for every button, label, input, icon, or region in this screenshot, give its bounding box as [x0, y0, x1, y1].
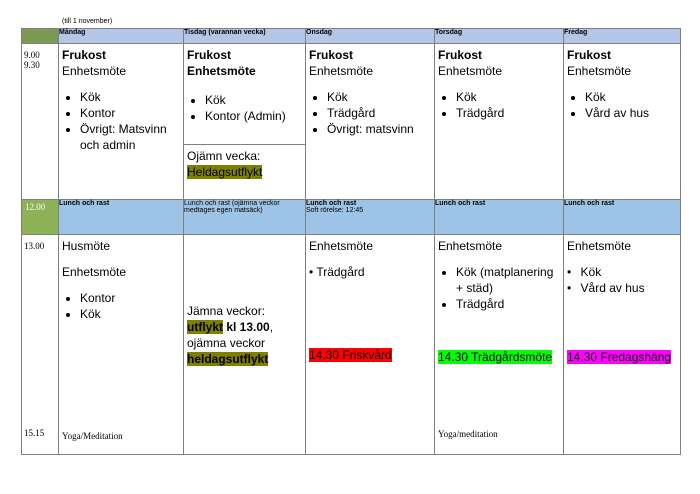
weekly-schedule-table	[21, 28, 681, 455]
monday-morning	[59, 44, 184, 200]
thursday-enhetsmote: Enhetsmöte	[438, 64, 503, 78]
list-item: • Övrigt: matsvinn	[327, 121, 431, 137]
header-friday: Fredag	[564, 29, 681, 44]
tuesday-even-weeks: Jämna veckor:	[187, 304, 266, 318]
tuesday-heldagsutflykt: Heldagsutflykt	[187, 165, 263, 179]
corner-cell	[22, 29, 59, 44]
list-item: • Kontor (Admin)	[205, 108, 302, 124]
wednesday-enhetsmote: Enhetsmöte	[309, 64, 374, 78]
time-15-15: 15.15	[24, 428, 45, 438]
header-row	[22, 29, 681, 44]
header-thursday: Torsdag	[435, 29, 564, 44]
afternoon-time-cell	[22, 235, 59, 455]
list-item: • Vård av hus	[585, 105, 677, 121]
time-12-00: 12.00	[22, 200, 59, 235]
tuesday-heldagsutflykt-pm: heldagsutflykt	[187, 352, 269, 366]
tuesday-utflykt: utflykt	[187, 320, 223, 334]
friday-frukost: Frukost	[567, 48, 612, 62]
monday-husmote: Husmöte	[62, 239, 111, 253]
friday-afternoon	[564, 235, 681, 455]
list-item: • Trädgård	[456, 296, 560, 312]
friday-enhetsmote-pm: Enhetsmöte	[567, 239, 632, 253]
lunch-row	[22, 200, 681, 235]
tuesday-afternoon	[184, 235, 306, 455]
monday-yoga: Yoga/Meditation	[62, 431, 123, 441]
thursday-afternoon	[435, 235, 564, 455]
thursday-enhetsmote-pm: Enhetsmöte	[438, 239, 503, 253]
thursday-tradgardsmote: 14.30 Trädgårdsmöte	[438, 350, 553, 364]
list-item: • Trädgård	[327, 105, 431, 121]
time-9-00: 9.00	[24, 50, 40, 60]
afternoon-row	[22, 235, 681, 455]
morning-row	[22, 44, 681, 200]
monday-enhetsmote: Enhetsmöte	[62, 64, 127, 78]
thursday-lunch: Lunch och rast	[435, 200, 564, 235]
list-item: • Kök	[456, 89, 560, 105]
list-item: • Kontor	[80, 290, 180, 306]
tuesday-odd-week-label: Ojämn vecka:	[187, 149, 261, 163]
friday-enhetsmote: Enhetsmöte	[567, 64, 632, 78]
monday-afternoon	[59, 235, 184, 455]
list-item: • Kök	[327, 89, 431, 105]
friday-lunch: Lunch och rast	[564, 200, 681, 235]
header-wednesday: Onsdag	[306, 29, 435, 44]
tuesday-lunch: Lunch och rast (ojämna veckor medtages egen matsäck)	[184, 200, 306, 235]
wednesday-frukost: Frukost	[309, 48, 354, 62]
list-item: • Kök	[567, 265, 602, 279]
monday-frukost: Frukost	[62, 48, 107, 62]
tuesday-comma: ,	[269, 320, 274, 334]
list-item: • Kök	[80, 306, 180, 322]
monday-lunch: Lunch och rast	[59, 200, 184, 235]
wednesday-morning	[306, 44, 435, 200]
list-item: • Kök	[585, 89, 677, 105]
list-item: • Kök	[205, 92, 302, 108]
wednesday-lunch	[306, 200, 435, 235]
wednesday-soft-rorelse: Soft rörelse: 12:45	[306, 207, 364, 214]
tuesday-kl-1300: kl 13.00	[223, 320, 270, 334]
list-item: • Övrigt: Matsvinn och admin	[80, 121, 180, 153]
list-item: • Kök	[80, 89, 180, 105]
thursday-yoga: Yoga/meditation	[438, 429, 498, 439]
list-item: • Trädgård	[309, 265, 365, 279]
time-13-00: 13.00	[24, 241, 45, 251]
list-item: • Kök (matplanering + städ)	[456, 264, 560, 296]
monday-enhetsmote-pm: Enhetsmöte	[62, 265, 127, 279]
header-tuesday: Tisdag (varannan vecka)	[184, 29, 306, 44]
note-until-november: (till 1 november)	[62, 18, 113, 25]
wednesday-afternoon	[306, 235, 435, 455]
friday-fredagshang: 14.30 Fredagshäng	[567, 350, 672, 364]
wednesday-lunch-label: Lunch och rast	[306, 200, 357, 207]
wednesday-friskvard: 14.30 Friskvård	[309, 348, 392, 362]
time-9-30: 9.30	[24, 60, 40, 70]
list-item: • Vård av hus	[567, 281, 645, 295]
tuesday-frukost: Frukost	[187, 48, 232, 62]
tuesday-enhetsmote: Enhetsmöte	[187, 64, 256, 78]
header-monday: Måndag	[59, 29, 184, 44]
tuesday-morning	[184, 44, 306, 200]
morning-time-cell	[22, 44, 59, 200]
tuesday-odd-weeks: ojämna veckor	[187, 336, 266, 350]
friday-morning	[564, 44, 681, 200]
list-item: • Trädgård	[456, 105, 560, 121]
thursday-morning	[435, 44, 564, 200]
wednesday-enhetsmote-pm: Enhetsmöte	[309, 239, 374, 253]
thursday-frukost: Frukost	[438, 48, 483, 62]
list-item: • Kontor	[80, 105, 180, 121]
